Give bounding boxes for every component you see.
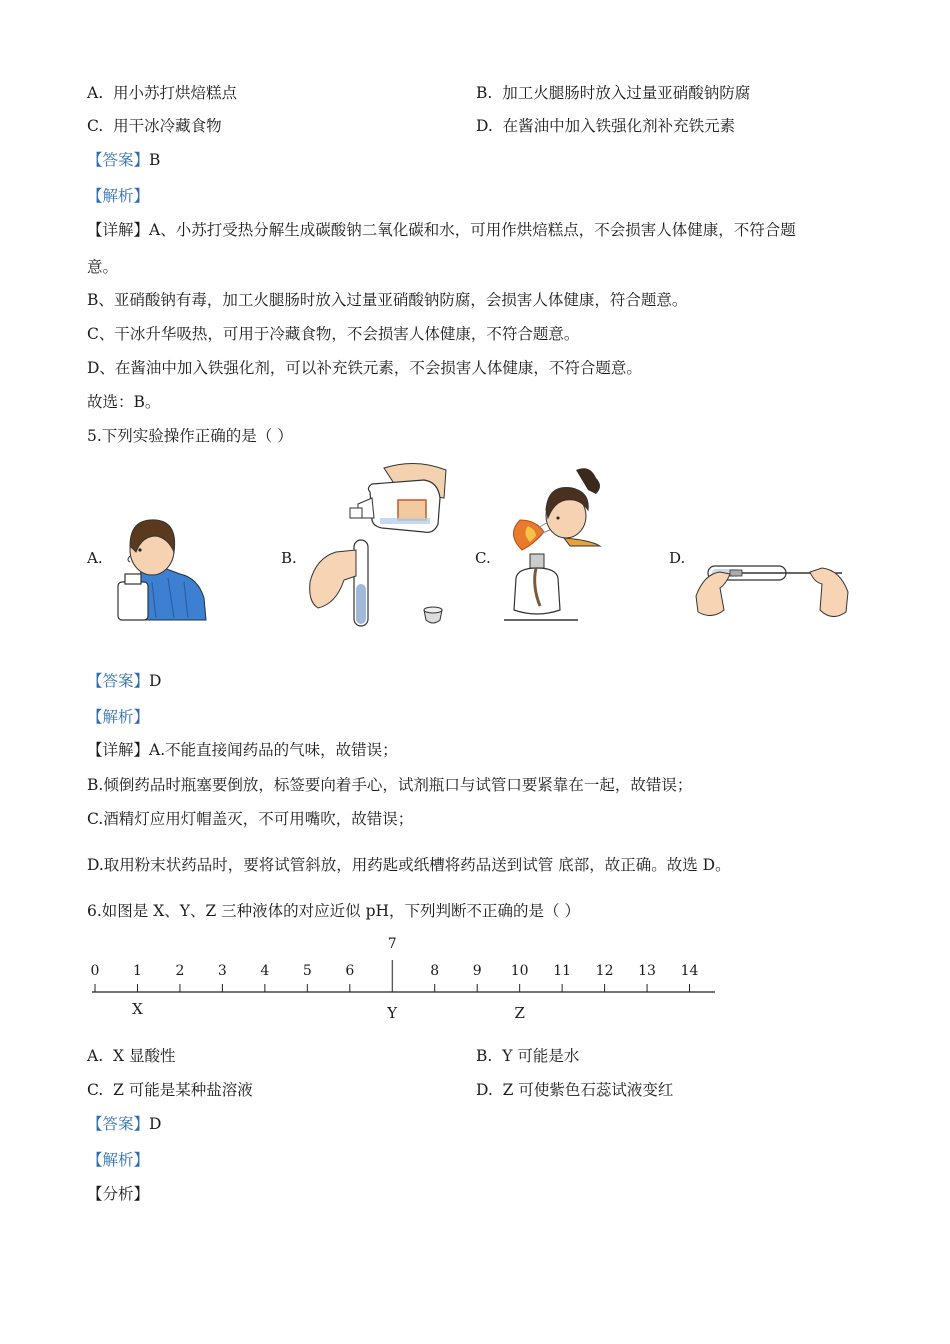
q5-figure-label-a: A. [87,549,103,567]
q6-answer-value: D [149,1115,162,1133]
ph-tick-label-9: 9 [472,963,482,979]
q5-figure-b-pouring [306,458,456,630]
q6-option-d: D. Z 可使紫色石蕊试液变红 [476,1081,674,1099]
q5-figure-c-alcohol-lamp [500,460,620,628]
q4-detail-line-1: 【详解】A、小苏打受热分解生成碳酸钠二氧化碳和水，可用作烘焙糕点，不会损害人体健康，不符合题 [87,221,796,239]
q5-detail-line-1: 【详解】A.不能直接闻药品的气味，故错误； [87,741,398,759]
q4-answer: 【答案】B [87,151,161,169]
q5-stem: 5.下列实验操作正确的是（ ） [87,427,293,445]
ph-tick-label-5: 5 [302,963,312,979]
ph-tick-label-4: 4 [260,963,270,979]
ph-tick-label-0: 0 [90,963,100,979]
q5-detail-line-2: B.倾倒药品时瓶塞要倒放，标签要向着手心，试剂瓶口与试管口要紧靠在一起，故错误； [87,776,693,794]
q4-detail-line-6: 故选：B。 [87,393,161,411]
q4-option-c: C. 用干冰冷藏食物 [87,117,222,135]
ph-point-label-z: Z [514,1004,525,1022]
ph-tick-label-10: 10 [510,963,529,979]
ph-tick-label-13: 13 [638,963,656,979]
q6-option-a: A. X 显酸性 [87,1047,176,1065]
q5-detail-line-3: C.酒精灯应用灯帽盖灭，不可用嘴吹，故错误； [87,810,414,828]
ph-tick-label-14: 14 [680,963,699,979]
q4-option-a: A. 用小苏打烘焙糕点 [87,84,237,102]
ph-tick-label-12: 12 [595,963,614,979]
q4-option-b: B. 加工火腿肠时放入过量亚硝酸钠防腐 [476,84,751,102]
ph-point-label-y: Y [387,1004,398,1022]
q4-detail-line-2: 意。 [87,258,119,276]
q5-answer-value: D [149,672,162,690]
q5-analysis-label: 【解析】 [87,708,150,726]
q5-figure-label-d: D. [669,549,686,567]
q4-answer-value: B [149,151,161,169]
q5-detail-line-4: D.取用粉末状药品时，要将试管斜放，用药匙或纸槽将药品送到试管 底部，故正确。故选 D。 [87,856,731,874]
ph-tick-label-7: 7 [387,936,397,952]
q4-detail-line-3: B、亚硝酸钠有毒，加工火腿肠时放入过量亚硝酸钠防腐，会损害人体健康，符合题意。 [87,291,688,309]
q4-option-d: D. 在酱油中加入铁强化剂补充铁元素 [476,117,736,135]
q6-analysis2-label: 【分析】 [87,1185,150,1203]
q4-analysis-label: 【解析】 [87,187,150,205]
ph-tick-label-11: 11 [553,963,572,979]
q6-option-c: C. Z 可能是某种盐溶液 [87,1081,253,1099]
q5-figure-label-c: C. [475,549,491,567]
ph-tick-label-6: 6 [345,963,355,979]
q4-detail-line-4: C、干冰升华吸热，可用于冷藏食物，不会损害人体健康，不符合题意。 [87,325,580,343]
q5-figure-d-powder-spatula [694,552,850,628]
q5-figure-a-smelling [112,512,208,624]
q6-option-b: B. Y 可能是水 [476,1047,580,1065]
ph-tick-label-3: 3 [217,963,227,979]
q6-stem: 6.如图是 X、Y、Z 三种液体的对应近似 pH，下列判断不正确的是（ ） [87,902,580,920]
q5-answer: 【答案】D [87,672,162,690]
q6-ph-number-line [0,930,950,1030]
q4-detail-line-5: D、在酱油中加入铁强化剂，可以补充铁元素，不会损害人体健康，不符合题意。 [87,359,642,377]
ph-tick-label-2: 2 [175,963,185,979]
ph-tick-label-1: 1 [133,963,142,979]
ph-point-label-x: X [132,1000,143,1018]
q5-figure-label-b: B. [281,549,297,567]
q6-answer: 【答案】D [87,1115,162,1133]
ph-tick-label-8: 8 [430,963,440,979]
q6-analysis-label: 【解析】 [87,1151,150,1169]
